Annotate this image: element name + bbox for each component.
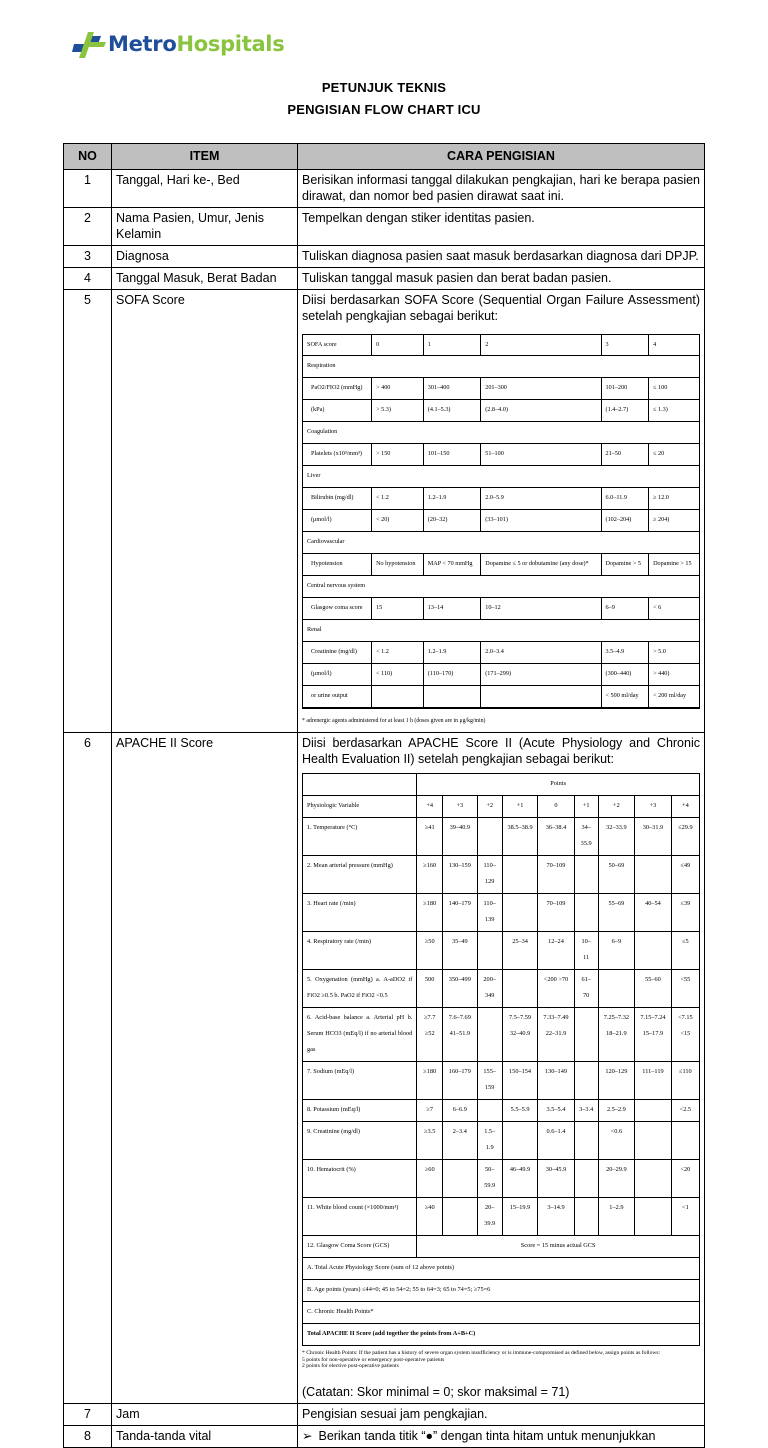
row-cara-text: Berikan tanda titik “●” dengan tinta hitam untuk menunjukkan: [318, 1428, 656, 1443]
apache-cell: [477, 1008, 502, 1062]
apache-cell: 350–499: [443, 970, 477, 1008]
row-no: 1: [64, 170, 112, 208]
sofa-section-label: Central nervous system: [303, 576, 700, 598]
apache-cell: ≥60: [417, 1160, 443, 1198]
apache-cell: 70–109: [538, 894, 575, 932]
apache-footnote-line: * Chronic Health Points: If the patient has a history of severe organ system insufficiency or is immune-compromised as defined below, assign points as follows:: [302, 1350, 661, 1356]
apache-cell: 46–49.9: [502, 1160, 537, 1198]
sofa-cell: (kPa): [303, 400, 372, 422]
apache-score-table: [302, 773, 700, 1346]
apache-cell: 6–6.9: [443, 1100, 477, 1122]
sofa-row: [303, 400, 700, 422]
apache-cell: 20–29.9: [598, 1160, 635, 1198]
apache-summary-cell: Total APACHE II Score (add together the points from A+B+C): [303, 1324, 700, 1346]
header-cara: CARA PENGISIAN: [298, 144, 705, 170]
sofa-cell: (110–170): [423, 664, 480, 686]
apache-cell: [574, 1160, 598, 1198]
sofa-section-label: Liver: [303, 466, 700, 488]
apache-cell: [635, 1122, 672, 1160]
sofa-cell: [372, 686, 424, 708]
apache-cell: [635, 856, 672, 894]
apache-cell: 50–59.9: [477, 1160, 502, 1198]
sofa-section-label: Respiration: [303, 356, 700, 378]
sofa-section-title: [303, 422, 700, 444]
apache-cell: 5. Oxygenation (mmHg) a. A-aDO2 if FiO2 ≥0.5 b. PaO2 if FiO2 <0.5: [303, 970, 417, 1008]
apache-row: [303, 818, 700, 856]
sofa-row: [303, 664, 700, 686]
sofa-cell: Hypotension: [303, 554, 372, 576]
apache-cell: 2–3.4: [443, 1122, 477, 1160]
apache-cell: [477, 818, 502, 856]
sofa-cell: ≤ 1.3): [649, 400, 700, 422]
header-item: ITEM: [112, 144, 298, 170]
apache-cell: <55: [671, 970, 699, 1008]
row-no: 2: [64, 208, 112, 246]
sofa-cell: Platelets (x10³/mm³): [303, 444, 372, 466]
apache-cell: 500: [417, 970, 443, 1008]
row-cara: [298, 1425, 705, 1447]
apache-cell: <1: [671, 1198, 699, 1236]
apache-cell: 7.6–7.69 41–51.9: [443, 1008, 477, 1062]
apache-gcs-row: [303, 1236, 700, 1258]
apache-cell: [502, 894, 537, 932]
apache-row: [303, 1062, 700, 1100]
sofa-footnote: * adrenergic agents administered for at least 1 h (doses given are in μg/kg/min): [302, 718, 486, 724]
sofa-cell: (20–32): [423, 510, 480, 532]
document-title: PETUNJUK TEKNIS: [321, 80, 447, 95]
apache-header-cell: +4: [417, 796, 443, 818]
hospital-cross-icon: [72, 28, 106, 60]
apache-cell: 34–35.9: [574, 818, 598, 856]
sofa-cell: Dopamine > 5: [601, 554, 649, 576]
sofa-cell: ≤ 100: [649, 378, 700, 400]
sofa-cell: or urine output: [303, 686, 372, 708]
row-no: 3: [64, 246, 112, 268]
apache-header-row: [303, 796, 700, 818]
sofa-cell: < 110): [372, 664, 424, 686]
apache-header-cell: +3: [635, 796, 672, 818]
row-cara: [298, 733, 705, 1404]
apache-cell: [635, 1198, 672, 1236]
sofa-cell: 1.2–1.9: [423, 642, 480, 664]
apache-cell: 110–139: [477, 894, 502, 932]
apache-cell: ≥180: [417, 1062, 443, 1100]
apache-cell: 150–154: [502, 1062, 537, 1100]
apache-cell: ≥180: [417, 894, 443, 932]
apache-summary-cell: C. Chronic Health Points*: [303, 1302, 700, 1324]
apache-cell: [574, 894, 598, 932]
sofa-cell: 1.2–1.9: [423, 488, 480, 510]
apache-cell: 5.5–5.9: [502, 1100, 537, 1122]
sofa-cell: < 1.2: [372, 488, 424, 510]
apache-cell: 111–119: [635, 1062, 672, 1100]
apache-cell: ≤49: [671, 856, 699, 894]
apache-summary-row: [303, 1280, 700, 1302]
sofa-cell: (4.1–5.3): [423, 400, 480, 422]
apache-cell: 61–70: [574, 970, 598, 1008]
apache-row: [303, 1122, 700, 1160]
apache-cell: <200 >70: [538, 970, 575, 1008]
table-row: [64, 1425, 705, 1447]
apache-header-cell: +4: [671, 796, 699, 818]
apache-header-cell: +1: [502, 796, 537, 818]
sofa-row: [303, 598, 700, 620]
apache-blank-cell: [303, 774, 417, 796]
apache-cell: 55–69: [598, 894, 635, 932]
row-cara: Tempelkan dengan stiker identitas pasien.: [298, 208, 705, 246]
row-cara: Tuliskan diagnosa pasien saat masuk berdasarkan diagnosa dari DPJP.: [298, 246, 705, 268]
instruction-table: [63, 143, 705, 1448]
apache-cell: ≥7.7 ≥52: [417, 1008, 443, 1062]
sofa-header-cell: 1: [423, 335, 480, 356]
sofa-cell: 21–50: [601, 444, 649, 466]
apache-row: [303, 894, 700, 932]
apache-cell: <0.6: [598, 1122, 635, 1160]
header-no: NO: [64, 144, 112, 170]
apache-cell: 1–2.9: [598, 1198, 635, 1236]
apache-cell: 7.5–7.59 32–40.9: [502, 1008, 537, 1062]
apache-cell: 50–69: [598, 856, 635, 894]
sofa-section-title: [303, 620, 700, 642]
apache-cell: [574, 1198, 598, 1236]
apache-points-label: Points: [417, 774, 700, 796]
apache-header-cell: +2: [598, 796, 635, 818]
sofa-cell: > 440): [649, 664, 700, 686]
apache-cell: [574, 1122, 598, 1160]
apache-cell: 10. Hematocrit (%): [303, 1160, 417, 1198]
apache-cell: <20: [671, 1160, 699, 1198]
apache-header-cell: +1: [574, 796, 598, 818]
sofa-cell: < 20): [372, 510, 424, 532]
row-item: SOFA Score: [112, 290, 298, 733]
apache-summary-row: [303, 1258, 700, 1280]
sofa-cell: > 150: [372, 444, 424, 466]
apache-cell: 4. Respiratory rate (/min): [303, 932, 417, 970]
sofa-section-label: Renal: [303, 620, 700, 642]
apache-row: [303, 1100, 700, 1122]
apache-cell: 70–109: [538, 856, 575, 894]
apache-cell: [502, 856, 537, 894]
sofa-header-cell: 0: [372, 335, 424, 356]
row-no: 4: [64, 268, 112, 290]
apache-cell: 1. Temperature (°C): [303, 818, 417, 856]
sofa-cell: Creatinine (mg/dl): [303, 642, 372, 664]
sofa-intro: Diisi berdasarkan SOFA Score (Sequential Organ Failure Assessment) setelah pengkajian sebagai berikut:: [302, 293, 700, 323]
apache-footnote-line: 2 points for elective post-operative patients: [302, 1363, 399, 1370]
apache-cell: [671, 1122, 699, 1160]
apache-cell: 7.25–7.32 18–21.9: [598, 1008, 635, 1062]
sofa-cell: Bilirubin (mg/dl): [303, 488, 372, 510]
sofa-cell: 201–300: [481, 378, 601, 400]
apache-header-cell: +2: [477, 796, 502, 818]
table-row: [64, 1403, 705, 1425]
apache-cell: 36–38.4: [538, 818, 575, 856]
apache-header-cell: Physiologic Variable: [303, 796, 417, 818]
apache-cell: 40–54: [635, 894, 672, 932]
sofa-header-cell: SOFA score: [303, 335, 372, 356]
apache-cell: [502, 970, 537, 1008]
table-row: [64, 208, 705, 246]
sofa-cell: 13–14: [423, 598, 480, 620]
sofa-cell: 10–12: [481, 598, 601, 620]
sofa-header-cell: 3: [601, 335, 649, 356]
apache-cell: 9. Creatinine (mg/dl): [303, 1122, 417, 1160]
sofa-cell: 3.5–4.9: [601, 642, 649, 664]
sofa-row: [303, 642, 700, 664]
apache-cell: 30–31.9: [635, 818, 672, 856]
sofa-section-title: [303, 466, 700, 488]
sofa-header-cell: 4: [649, 335, 700, 356]
sofa-header-cell: 2: [481, 335, 601, 356]
sofa-cell: MAP < 70 mmHg: [423, 554, 480, 576]
apache-cell: ≥41: [417, 818, 443, 856]
table-row: [64, 733, 705, 1404]
apache-cell: 0.6–1.4: [538, 1122, 575, 1160]
sofa-cell: [481, 686, 601, 708]
apache-cell: 3–3.4: [574, 1100, 598, 1122]
sofa-rule: [303, 708, 700, 709]
sofa-cell: 301–400: [423, 378, 480, 400]
apache-row: [303, 932, 700, 970]
apache-cell: [635, 932, 672, 970]
row-cara: Tuliskan tanggal masuk pasien dan berat badan pasien.: [298, 268, 705, 290]
sofa-cell: > 5.0: [649, 642, 700, 664]
apache-cell: [635, 1100, 672, 1122]
sofa-cell: 2.0–3.4: [481, 642, 601, 664]
apache-gcs-value: Score = 15 minus actual GCS: [417, 1236, 700, 1258]
apache-header-cell: +3: [443, 796, 477, 818]
row-cara: Pengisian sesuai jam pengkajian.: [298, 1403, 705, 1425]
apache-summary-row: [303, 1324, 700, 1346]
sofa-cell: 101–150: [423, 444, 480, 466]
apache-summary-row: [303, 1302, 700, 1324]
apache-footnotes: [302, 1350, 700, 1370]
apache-cell: 120–129: [598, 1062, 635, 1100]
sofa-cell: (1.4–2.7): [601, 400, 649, 422]
table-row: [64, 170, 705, 208]
sofa-cell: > 5.3): [372, 400, 424, 422]
apache-cell: 7.33–7.49 22–31.9: [538, 1008, 575, 1062]
apache-cell: 10–11: [574, 932, 598, 970]
apache-cell: 155–159: [477, 1062, 502, 1100]
apache-cell: ≥7: [417, 1100, 443, 1122]
sofa-cell: < 1.2: [372, 642, 424, 664]
apache-row: [303, 1198, 700, 1236]
apache-cell: [574, 1008, 598, 1062]
sofa-cell: No hypotension: [372, 554, 424, 576]
sofa-cell: Dopamine ≤ 5 or dobutamine (any dose)*: [481, 554, 601, 576]
sofa-cell: ≥ 12.0: [649, 488, 700, 510]
apache-cell: [443, 1160, 477, 1198]
apache-cell: 35–49: [443, 932, 477, 970]
row-item: Tanda-tanda vital: [112, 1425, 298, 1447]
sofa-section-title: [303, 576, 700, 598]
sofa-cell: 6–9: [601, 598, 649, 620]
row-cara: [298, 290, 705, 733]
sofa-cell: 51–100: [481, 444, 601, 466]
apache-cell: 2.5–2.9: [598, 1100, 635, 1122]
sofa-cell: (33–101): [481, 510, 601, 532]
apache-cell: 11. White blood count (×1000/mm³): [303, 1198, 417, 1236]
apache-cell: ≤5: [671, 932, 699, 970]
apache-cell: [598, 970, 635, 1008]
apache-cell: ≤110: [671, 1062, 699, 1100]
table-row: [64, 246, 705, 268]
sofa-cell: PaO2/FIO2 (mmHg): [303, 378, 372, 400]
sofa-cell: (300–440): [601, 664, 649, 686]
apache-header-cell: 0: [538, 796, 575, 818]
sofa-section-title: [303, 356, 700, 378]
apache-cell: 200–349: [477, 970, 502, 1008]
sofa-cell: > 400: [372, 378, 424, 400]
sofa-cell: (2.8–4.0): [481, 400, 601, 422]
row-no: 7: [64, 1403, 112, 1425]
sofa-cell: ≥ 204): [649, 510, 700, 532]
apache-cell: 15–19.9: [502, 1198, 537, 1236]
sofa-cell: (μmol/l): [303, 510, 372, 532]
row-item: Tanggal, Hari ke-, Bed: [112, 170, 298, 208]
apache-cell: <7.15 <15: [671, 1008, 699, 1062]
sofa-header-row: [303, 335, 700, 356]
apache-cell: 30–45.9: [538, 1160, 575, 1198]
apache-cell: 6. Acid-base balance a. Arterial pH b. Serum HCO3 (mEq/l) if no arterial blood gas: [303, 1008, 417, 1062]
row-cara: Berisikan informasi tanggal dilakukan pengkajian, hari ke berapa pasien dirawat, dan nomor bed pasien dirawat saat ini.: [298, 170, 705, 208]
apache-cell: 8. Potassium (mEq/l): [303, 1100, 417, 1122]
apache-summary-cell: B. Age points (years) ≤44=0; 45 to 54=2; 55 to 64=3; 65 to 74=5; ≥75=6: [303, 1280, 700, 1302]
apache-cell: 25–34: [502, 932, 537, 970]
logo-text-metro: Metro: [108, 32, 177, 56]
sofa-cell: (μmol/l): [303, 664, 372, 686]
sofa-cell: ≤ 20: [649, 444, 700, 466]
apache-cell: 3.5–5.4: [538, 1100, 575, 1122]
sofa-cell: (171–299): [481, 664, 601, 686]
apache-cell: 7. Sodium (mEq/l): [303, 1062, 417, 1100]
apache-cell: 130–159: [443, 856, 477, 894]
table-row: [64, 268, 705, 290]
apache-row: [303, 970, 700, 1008]
apache-cell: 110–129: [477, 856, 502, 894]
apache-row: [303, 1160, 700, 1198]
row-item: Tanggal Masuk, Berat Badan: [112, 268, 298, 290]
sofa-cell: Dopamine > 15: [649, 554, 700, 576]
sofa-cell: < 6: [649, 598, 700, 620]
sofa-row: [303, 554, 700, 576]
row-no: 8: [64, 1425, 112, 1447]
apache-catatan: (Catatan: Skor minimal = 0; skor maksimal = 71): [302, 1384, 570, 1399]
sofa-section-label: Cardiovascular: [303, 532, 700, 554]
apache-row: [303, 1008, 700, 1062]
table-row: [64, 290, 705, 733]
row-item: Diagnosa: [112, 246, 298, 268]
apache-cell: [477, 932, 502, 970]
apache-cell: [574, 856, 598, 894]
row-no: 5: [64, 290, 112, 733]
sofa-cell: [423, 686, 480, 708]
row-no: 6: [64, 733, 112, 1404]
sofa-section-label: Coagulation: [303, 422, 700, 444]
sofa-cell: 6.0–11.9: [601, 488, 649, 510]
logo-text-hospitals: Hospitals: [176, 32, 285, 56]
sofa-cell: 2.0–5.9: [481, 488, 601, 510]
apache-cell: 20–39.9: [477, 1198, 502, 1236]
apache-cell: 6–9: [598, 932, 635, 970]
sofa-cell: Glasgow coma score: [303, 598, 372, 620]
apache-cell: ≥40: [417, 1198, 443, 1236]
sofa-row: [303, 444, 700, 466]
apache-footnote-line: 5 points for non-operative or emergency post-operative patients: [302, 1356, 445, 1363]
apache-cell: ≥50: [417, 932, 443, 970]
sofa-section-title: [303, 532, 700, 554]
sofa-cell: < 500 ml/day: [601, 686, 649, 708]
document-subtitle: PENGISIAN FLOW CHART ICU: [287, 102, 481, 117]
apache-cell: 3–14.9: [538, 1198, 575, 1236]
sofa-cell: < 200 ml/day: [649, 686, 700, 708]
metro-hospitals-logo: [72, 28, 284, 60]
apache-cell: 55–60: [635, 970, 672, 1008]
row-item: Nama Pasien, Umur, Jenis Kelamin: [112, 208, 298, 246]
apache-cell: 2. Mean arterial pressure (mmHg): [303, 856, 417, 894]
apache-cell: 140–179: [443, 894, 477, 932]
sofa-cell: 101–200: [601, 378, 649, 400]
apache-cell: ≤39: [671, 894, 699, 932]
apache-cell: 38.5–38.9: [502, 818, 537, 856]
arrow-bullet-icon: ➢: [302, 1428, 313, 1443]
apache-cell: 7.15–7.24 15–17.9: [635, 1008, 672, 1062]
apache-cell: ≤29.9: [671, 818, 699, 856]
apache-gcs-label: 12. Glasgow Coma Score (GCS): [303, 1236, 417, 1258]
apache-cell: 160–179: [443, 1062, 477, 1100]
apache-cell: [443, 1198, 477, 1236]
sofa-score-table: [302, 334, 700, 709]
sofa-row: [303, 378, 700, 400]
apache-cell: 39–40.9: [443, 818, 477, 856]
apache-cell: ≥3.5: [417, 1122, 443, 1160]
apache-points-row: [303, 774, 700, 796]
sofa-bottom-rule: [303, 708, 700, 709]
apache-cell: 3. Heart rate (/min): [303, 894, 417, 932]
apache-cell: [477, 1100, 502, 1122]
sofa-row: [303, 510, 700, 532]
apache-cell: 32–33.9: [598, 818, 635, 856]
apache-cell: 130–149: [538, 1062, 575, 1100]
sofa-cell: 15: [372, 598, 424, 620]
apache-row: [303, 856, 700, 894]
apache-cell: [502, 1122, 537, 1160]
apache-cell: 1.5–1.9: [477, 1122, 502, 1160]
sofa-row: [303, 488, 700, 510]
apache-summary-cell: A. Total Acute Physiology Score (sum of 12 above points): [303, 1258, 700, 1280]
row-item: Jam: [112, 1403, 298, 1425]
apache-intro: Diisi berdasarkan APACHE Score II (Acute Physiology and Chronic Health Evaluation II) setelah pengkajian sebagai berikut:: [302, 736, 700, 766]
apache-cell: 12–24: [538, 932, 575, 970]
apache-cell: <2.5: [671, 1100, 699, 1122]
sofa-row: [303, 686, 700, 708]
apache-cell: [574, 1062, 598, 1100]
apache-cell: [635, 1160, 672, 1198]
sofa-cell: (102–204): [601, 510, 649, 532]
apache-cell: ≥160: [417, 856, 443, 894]
table-header-row: [64, 144, 705, 170]
row-item: APACHE II Score: [112, 733, 298, 1404]
